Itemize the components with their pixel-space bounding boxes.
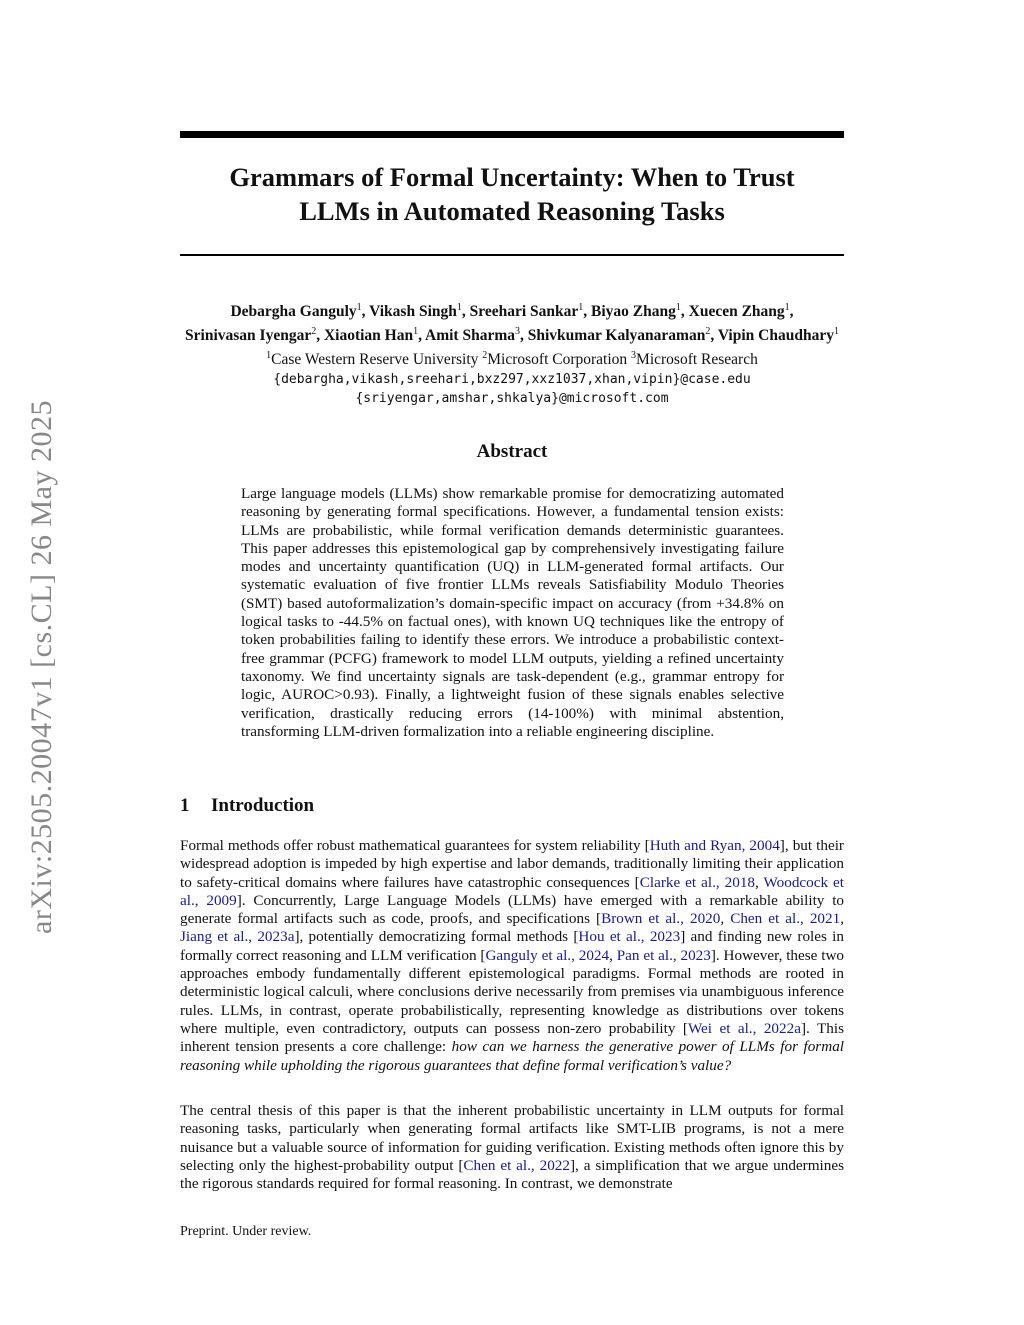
citation-link[interactable]: Clarke et al., 2018 (639, 873, 756, 891)
affiliation-mark: 1 (413, 326, 419, 338)
affiliation-line (150, 346, 874, 370)
body-text: , (840, 910, 845, 928)
citation-link[interactable]: Hou et al., 2023 (578, 928, 681, 946)
author-name: Sreehari Sankar (469, 303, 579, 321)
title-line-1: Grammars of Formal Uncertainty: When to Trust (229, 162, 795, 192)
affiliation-mark: 1 (784, 302, 790, 313)
affiliation-mark: 2 (705, 326, 711, 338)
author-name: Srinivasan Iyengar (185, 327, 312, 345)
author-name: Shivkumar Kalyanaraman (527, 327, 706, 345)
author-separator: , (789, 303, 794, 321)
affiliation-mark: 1 (675, 302, 681, 313)
title-rule-bottom (180, 254, 844, 256)
author-separator: , (461, 303, 470, 321)
body-text: ]. However, these two approaches embody fundamentally different epistemological paradigms. Formal methods are rooted in deterministic logical calculi, where conclusions derive necessarily from premises via unambiguous inference rules. LLMs, in contrast, operate probabilistically, representing knowledge as distributions over tokens where multiple, even contradictory, outputs can possess non-zero probability [ (180, 946, 845, 1037)
affiliation-name: Microsoft Corporation (487, 351, 632, 369)
title-rule-top (180, 131, 844, 138)
affiliation-mark: 1 (266, 350, 272, 362)
affiliation-mark: 2 (311, 326, 317, 338)
citation-link[interactable]: Ganguly et al., 2024 (485, 946, 610, 964)
body-text: , (755, 873, 764, 891)
author-name: Amit Sharma (425, 327, 515, 345)
affiliation-mark: 3 (515, 326, 520, 338)
body-text: ] and finding new roles in formally correct reasoning and LLM verification [ (180, 928, 844, 964)
citation-link[interactable]: Chen et al., 2022 (463, 1156, 570, 1174)
body-text: ], potentially democratizing formal methods [ (294, 928, 579, 946)
affiliation-mark: 2 (482, 350, 488, 362)
arxiv-identifier-sidebar (20, 372, 64, 962)
introduction-paragraph-1 (180, 837, 844, 1075)
title-line-2: LLMs in Automated Reasoning Tasks (299, 196, 725, 226)
author-block (150, 298, 874, 408)
author-name: Debargha Ganguly (230, 303, 357, 321)
author-name: Xuecen Zhang (688, 303, 785, 321)
body-text: The central thesis of this paper is that the inherent probabilistic uncertainty in LLM outputs for formal reasoning tasks, particularly when generating formal artifacts like SMT-LIB programs, is not a mere nuisance but a valuable source of information for guiding verification. Existing methods often ignore this by selecting only the highest-probability output [ (180, 1102, 844, 1174)
author-name: Vikash Singh (369, 303, 457, 321)
body-text: ], but their widespread adoption is impeded by high expertise and labor demands, traditionally limiting their application to safety-critical domains where failures have catastrophic consequences [ (180, 837, 844, 891)
section-heading-introduction (180, 795, 844, 817)
paper-title (180, 160, 844, 228)
author-line-1 (150, 298, 874, 322)
body-text: ], a simplification that we argue undermines the rigorous standards required for formal reasoning. In contrast, we demonstrate (180, 1156, 845, 1193)
author-separator: , (710, 327, 718, 345)
email-line-2: {sriyengar,amshar,shkalya}@microsoft.com (355, 391, 669, 407)
citation-link[interactable]: Pan et al., 2023 (616, 946, 711, 964)
author-name: Xiaotian Han (323, 327, 414, 345)
abstract-text: Large language models (LLMs) show remarkable promise for democratizing automated reasoning by generating formal specifications. However, a fundamental tension exists: LLMs are probabilistic, while formal verification demands deterministic guarantees. This paper addresses this epistemological gap by comprehensively investigating failure modes and uncertainty quantification (UQ) in LLM-generated formal artifacts. Our systematic evaluation of five frontier LLMs reveals Satisfiability Modulo Theories (SMT) based autoformalization’s domain-specific impact on accuracy (from +34.8% on logical tasks to -44.5% on factual ones), with known UQ techniques like the entropy of token probabilities failing to identify these errors. We introduce a probabilistic context-free grammar (PCFG) framework to model LLM outputs, yielding a refined uncertainty taxonomy. We find uncertainty signals are task-dependent (e.g., grammar entropy for logic, AUROC>0.93). Finally, a lightweight fusion of these signals enables selective verification, drastically reducing errors (14-100%) with minimal abstention, transforming LLM-driven formalization into a reliable engineering discipline. (241, 485, 784, 740)
body-text: ]. This inherent tension presents a core challenge: (180, 1019, 844, 1056)
author-line-2 (150, 322, 874, 346)
email-line-1: {debargha,vikash,sreehari,bxz297,xxz1037,xhan,vipin}@case.edu (273, 372, 751, 388)
abstract-heading: Abstract (476, 441, 548, 462)
section-number: 1 (180, 795, 190, 816)
affiliation-mark: 1 (356, 302, 362, 313)
citation-link[interactable]: Brown et al., 2020 (601, 910, 721, 928)
body-text: , (720, 910, 731, 928)
citation-link[interactable]: Wei et al., 2022a (687, 1019, 801, 1037)
author-separator: , (418, 327, 426, 345)
body-text: ]. Concurrently, Large Language Models (LLMs) have emerged with a remarkable ability to generate formal artifacts such as code, proofs, and specifications [ (180, 891, 845, 928)
arxiv-identifier: arXiv:2505.20047v1 [cs.CL] 26 May 2025 (25, 400, 58, 934)
body-text: , (609, 946, 617, 964)
author-separator: , (361, 303, 370, 321)
citation-link[interactable]: Chen et al., 2021 (730, 910, 841, 928)
author-name: Biyao Zhang (591, 303, 676, 321)
author-separator: , (680, 303, 689, 321)
author-separator: , (583, 303, 592, 321)
introduction-paragraph-2 (180, 1102, 844, 1193)
citation-link[interactable]: Woodcock et al., 2009 (180, 873, 845, 909)
affiliation-name: Case Western Reserve University (271, 351, 483, 369)
affiliation-mark: 1 (833, 326, 839, 338)
affiliation-mark: 1 (578, 302, 584, 313)
author-name: Vipin Chaudhary (717, 327, 834, 345)
footer-note: Preprint. Under review. (180, 1224, 312, 1239)
section-title: Introduction (211, 795, 315, 816)
citation-link[interactable]: Huth and Ryan, 2004 (649, 837, 780, 854)
citation-link[interactable]: Jiang et al., 2023a (180, 928, 295, 946)
emphasized-text: how can we harness the generative power of LLMs for formal reasoning while upholding the rigorous guarantees that define formal verification’s value? (180, 1038, 845, 1074)
affiliation-name: Microsoft Research (636, 351, 758, 369)
author-separator: , (520, 327, 528, 345)
author-separator: , (316, 327, 324, 345)
body-text: Formal methods offer robust mathematical guarantees for system reliability [ (180, 837, 650, 854)
affiliation-mark: 1 (456, 302, 462, 313)
affiliation-mark: 3 (631, 350, 637, 362)
